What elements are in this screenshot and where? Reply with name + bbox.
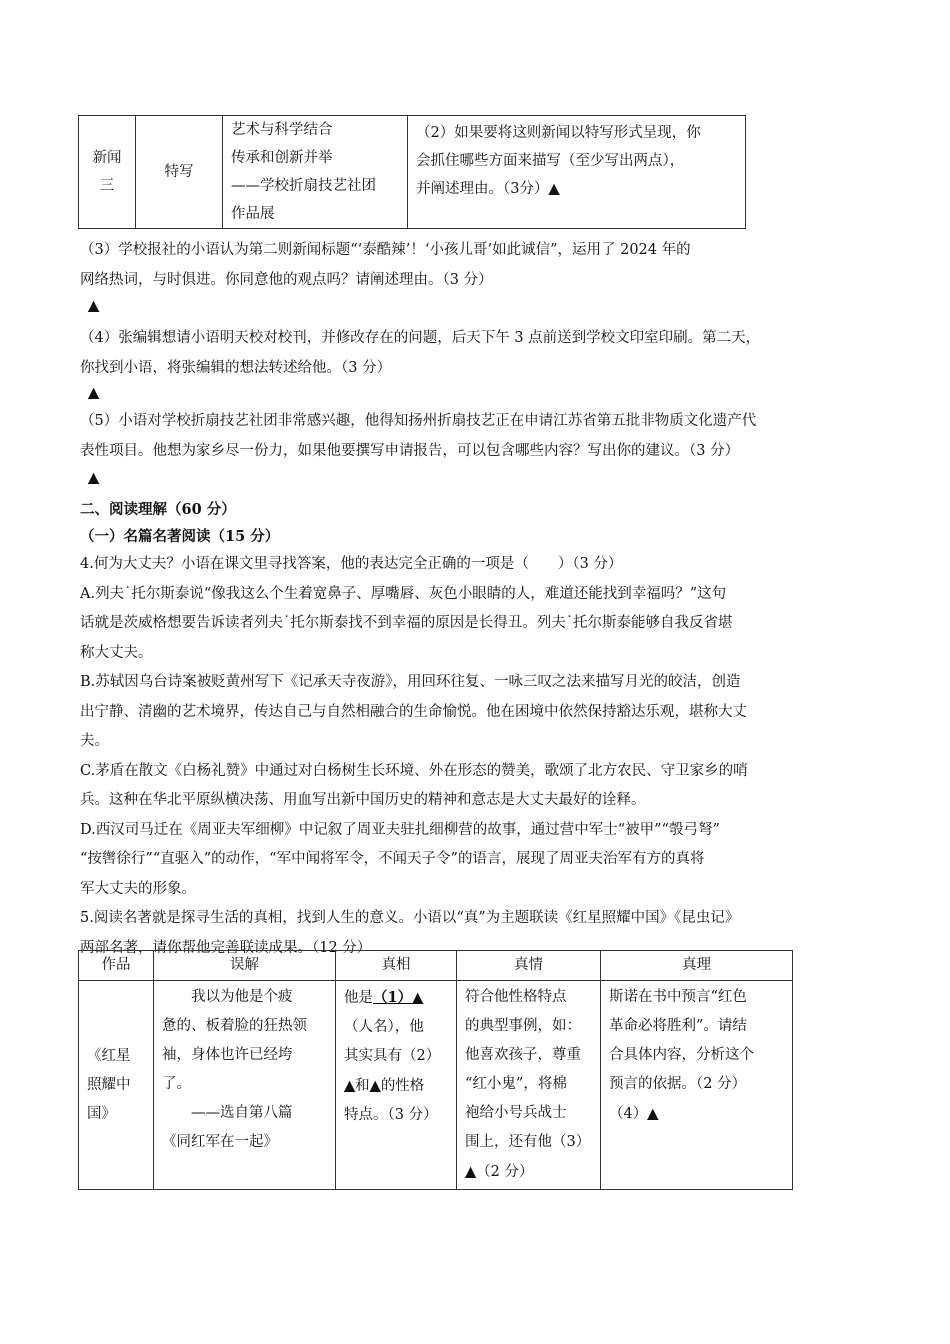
truth-cell: 他是（1）▲ （人名），他 其实具有（2） ▲和▲的性格 特点。（3 分） bbox=[336, 981, 457, 1190]
question-4 bbox=[80, 550, 866, 963]
question-5-sub: （5）小语对学校折扇技艺社团非常感兴趣，他得知扬州折扇技艺正在申请江苏省第五批非物质文化遗产代 表性项目。他想为家乡尽一份力，如果他要撰写申请报告，可以包含哪些内容？写出你的建议。（3 分） bbox=[80, 413, 757, 459]
option-a[interactable]: A.列夫˙托尔斯泰说“像我这么个生着宽鼻子、厚嘴唇、灰色小眼睛的人，难道还能找到幸福吗？”这句 话就是茨威格想要告诉读者列夫˙托尔斯泰找不到幸福的原因是长得丑。列夫˙托尔斯泰能够自我反省堪 称大丈夫。 bbox=[80, 585, 733, 661]
answer-mark[interactable]: ▲ bbox=[88, 469, 100, 486]
news-type-cell: 特写 bbox=[136, 116, 223, 229]
answer-mark[interactable]: ▲ bbox=[647, 1105, 659, 1122]
header-feeling: 真情 bbox=[457, 951, 601, 981]
header-truth: 真相 bbox=[336, 951, 457, 981]
answer-mark[interactable]: ▲ bbox=[88, 297, 100, 314]
table-row bbox=[79, 981, 793, 1190]
section-title: 二、阅读理解（60 分） bbox=[80, 501, 236, 518]
reading-table bbox=[78, 950, 793, 1190]
table-header-row bbox=[79, 951, 793, 981]
feeling-cell: 符合他性格特点 的典型事例，如： 他喜欢孩子，尊重 “红小鬼”，将棉 袍给小号兵战士 围上，还有他（3） ▲（2 分） bbox=[457, 981, 601, 1190]
answer-mark[interactable]: （1）▲ bbox=[373, 989, 424, 1006]
answer-mark[interactable]: ▲ bbox=[465, 1163, 477, 1180]
news-question-cell: （2）如果要将这则新闻以特写形式呈现，你 会抓住哪些方面来描写（至少写出两点）， 并阐述理由。（3分）▲ bbox=[408, 116, 746, 229]
answer-mark[interactable]: ▲ bbox=[548, 180, 560, 197]
header-misread: 误解 bbox=[154, 951, 336, 981]
question-4-sub: （4）张编辑想请小语明天校对校刊，并修改存在的问题，后天下午 3 点前送到学校文印室印刷。第二天， 你找到小语，将张编辑的想法转述给他。（3 分） bbox=[80, 330, 761, 376]
news-table bbox=[78, 115, 746, 229]
question-stem: 4.何为大丈夫？小语在课文里寻找答案，他的表达完全正确的一项是（ ）（3 分） bbox=[80, 556, 623, 572]
answer-mark[interactable]: ▲ bbox=[369, 1077, 381, 1094]
option-b[interactable]: B.苏轼因乌台诗案被贬黄州写下《记承天寺夜游》，用回环往复、一咏三叹之法来描写月光的皎洁，创造 出宁静、清幽的艺术境界，传达自己与自然相融合的生命愉悦。他在困境中依然保持豁达乐观，堪称大丈 夫。 bbox=[80, 674, 747, 749]
answer-mark[interactable]: ▲ bbox=[344, 1077, 356, 1094]
header-reason: 真理 bbox=[601, 951, 793, 981]
news-title-cell: 艺术与科学结合 传承和创新并举 ——学校折扇技艺社团 作品展 bbox=[223, 116, 408, 229]
subsection-title: （一）名篇名著阅读（15 分） bbox=[80, 528, 280, 545]
header-work: 作品 bbox=[79, 951, 154, 981]
question-5-stem: 5.阅读名著就是探寻生活的真相，找到人生的意义。小语以“真”为主题联读《红星照耀中国》《昆虫记》 两部名著，请你帮他完善联读成果。（12 分） bbox=[80, 910, 740, 956]
option-c[interactable]: C.茅盾在散文《白杨礼赞》中通过对白杨树生长环境、外在形态的赞美，歌颂了北方农民、守卫家乡的哨 兵。这种在华北平原纵横决荡、用血写出新中国历史的精神和意志是大丈夫最好的诠释。 bbox=[80, 762, 748, 808]
misread-cell: 我以为他是个疲 惫的、板着脸的狂热领 袖，身体也许已经垮 了。 ——选自第八篇 《同红军在一起》 bbox=[154, 981, 336, 1190]
news-number-cell: 新闻 三 bbox=[79, 116, 136, 229]
option-d[interactable]: D.西汉司马迁在《周亚夫军细柳》中记叙了周亚夫驻扎细柳营的故事，通过营中军士“被甲”“彀弓弩” “按辔徐行”“直驱入”的动作，“军中闻将军令，不闻天子令”的语言，展现了周亚夫治军有方的真将 军大丈夫的形象。 bbox=[80, 821, 720, 897]
reason-cell: 斯诺在书中预言“红色 革命必将胜利”。请结 合具体内容，分析这个 预言的依据。（2 分） （4）▲ bbox=[601, 981, 793, 1190]
question-3: （3）学校报社的小语认为第二则新闻标题“‘泰酷辣’！‘小孩儿哥’如此诚信”，运用了 2024 年的 网络热词，与时俱进。你同意他的观点吗？请阐述理由。（3 分） bbox=[80, 242, 691, 288]
work-cell: 《红星 照耀中 国》 bbox=[79, 981, 154, 1190]
table-row bbox=[79, 116, 746, 229]
answer-mark[interactable]: ▲ bbox=[88, 384, 100, 401]
